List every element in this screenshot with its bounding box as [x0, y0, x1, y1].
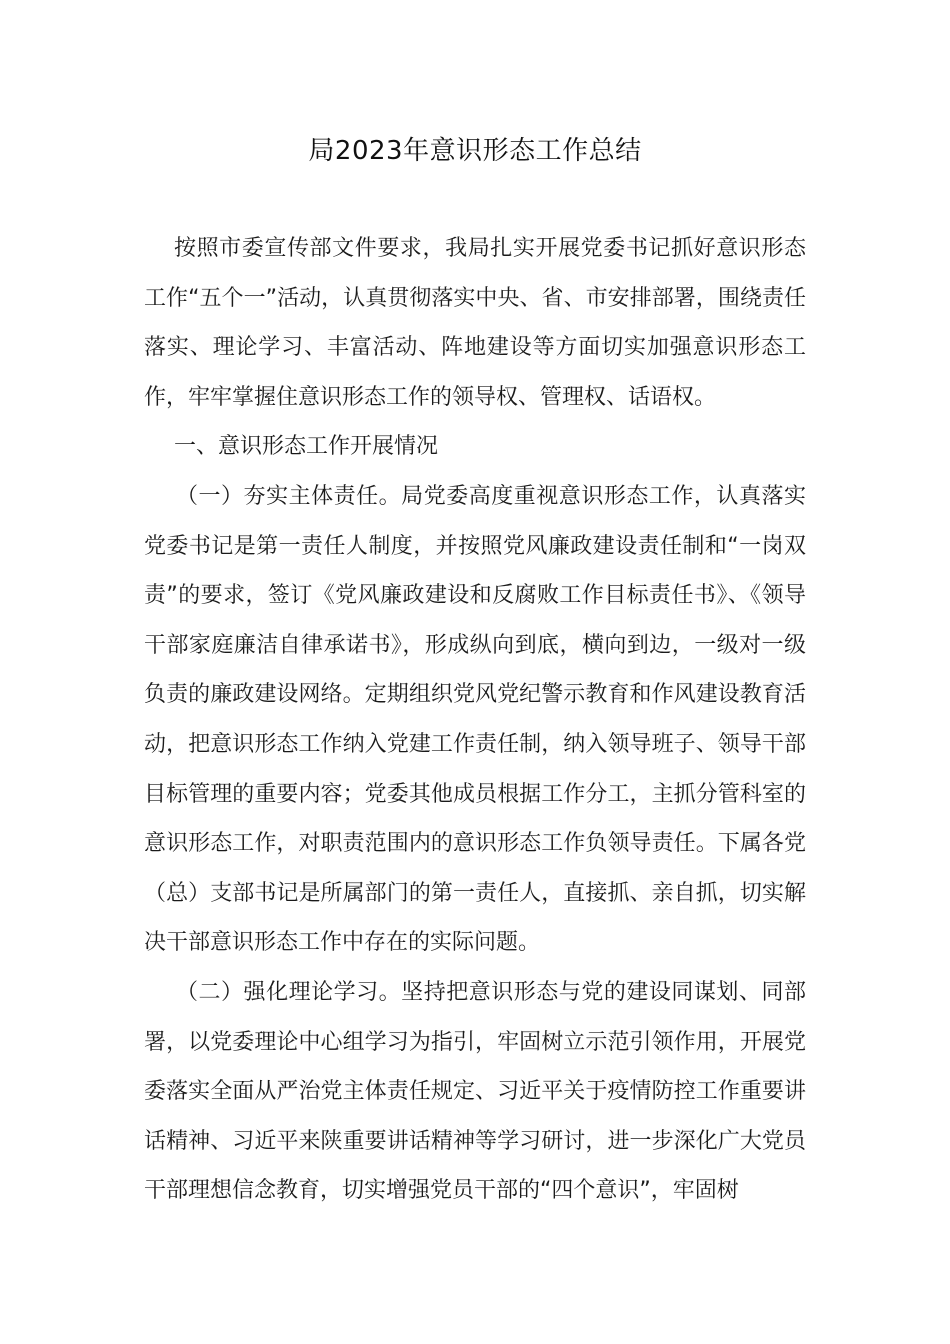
- section-heading: 一、意识形态工作开展情况: [174, 434, 439, 460]
- subsection-paragraph-1: （一）夯实主体责任。局党委高度重视意识形态工作，认真落实党委书记是第一责任人制度，并按照党风廉政建设责任制和“一岗双责”的要求，签订《党风廉政建设和反腐败工作目标责任书》、《领导干部家庭廉洁自律承诺书》，形成纵向到底，横向到边，一级对一级负责的廉政建设网络。定期组织党风党纪警示教育和作风建设教育活动，把意识形态工作纳入党建工作责任制，纳入领导班子、领导干部目标管理的重要内容；党委其他成员根据工作分工，主抓分管科室的意识形态工作，对职责范围内的意识形态工作负领导责任。下属各党（总）支部书记是所属部门的第一责任人，直接抓、亲自抓，切实解决干部意识形态工作中存在的实际问题。: [144, 483, 806, 956]
- intro-paragraph: 按照市委宣传部文件要求，我局扎实开展党委书记抓好意识形态工作“五个一”活动，认真贯彻落实中央、省、市安排部署，围绕责任落实、理论学习、丰富活动、阵地建设等方面切实加强意识形态工作，牢牢掌握住意识形态工作的领导权、管理权、话语权。: [144, 236, 806, 410]
- subsection-paragraph-2: （二）强化理论学习。坚持把意识形态与党的建设同谋划、同部署，以党委理论中心组学习为指引，牢固树立示范引领作用，开展党委落实全面从严治党主体责任规定、习近平关于疫情防控工作重要讲话精神、习近平来陕重要讲话精神等学习研讨，进一步深化广大党员干部理想信念教育，切实增强党员干部的“四个意识”，牢固树: [144, 979, 806, 1204]
- document-body: [144, 224, 806, 1216]
- document-title: 局2023年意识形态工作总结: [308, 136, 642, 166]
